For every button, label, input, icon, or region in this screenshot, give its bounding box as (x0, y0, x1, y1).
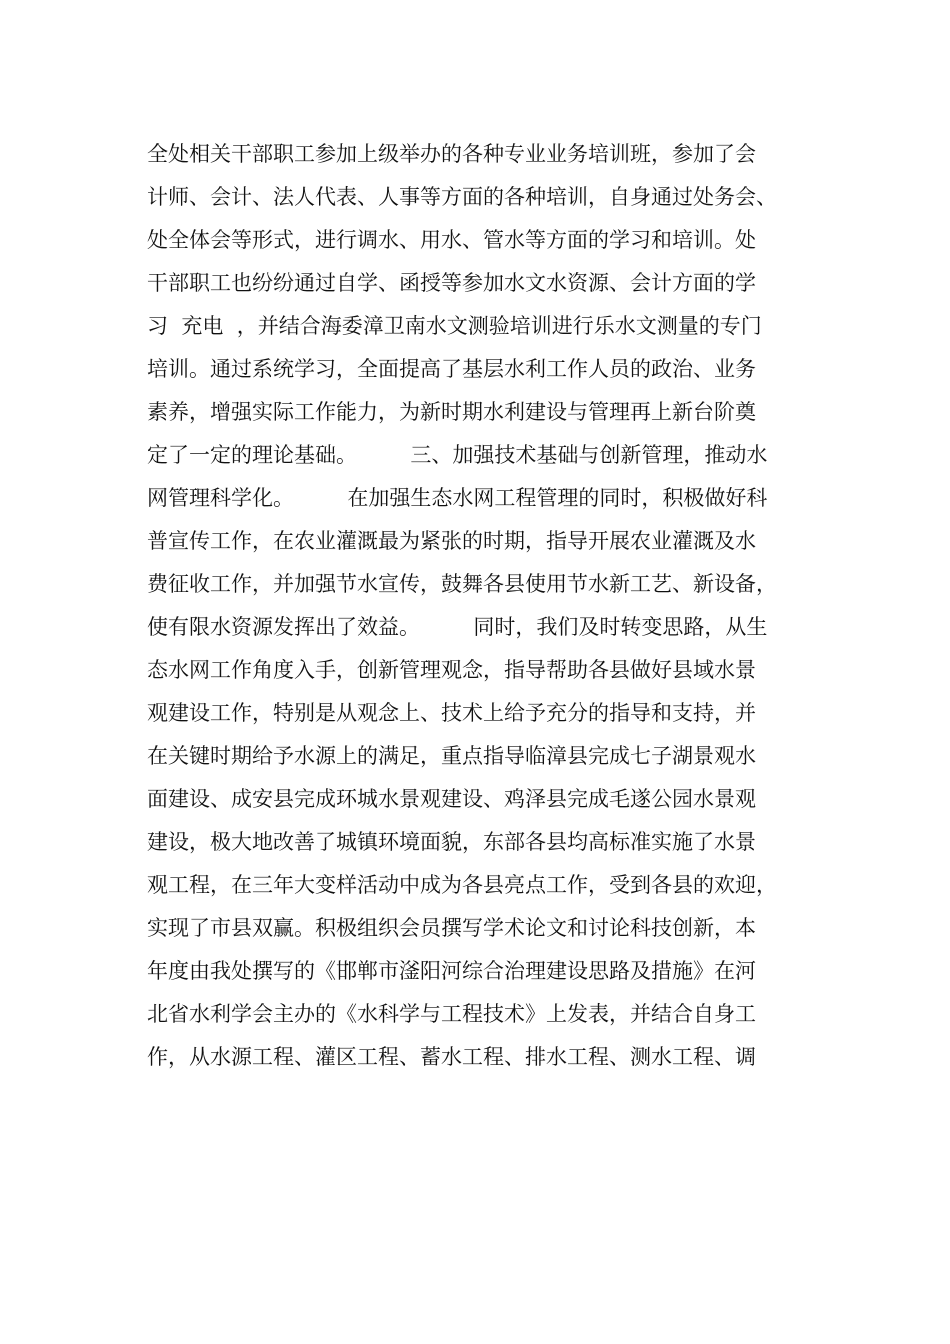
text-line: 干部职工也纷纷通过自学、函授等参加水文水资源、会计方面的学 (147, 271, 756, 295)
text-line: 观工程，在三年大变样活动中成为各县亮点工作，受到各县的欢迎， (147, 873, 777, 897)
text-line: 面建设、成安县完成环城水景观建设、鸡泽县完成毛遂公园水景观 (147, 787, 756, 811)
text-line: 北省水利学会主办的《水科学与工程技术》上发表，并结合自身工 (147, 1002, 756, 1026)
text-line: 在关键时期给予水源上的满足，重点指导临漳县完成七子湖景观水 (147, 744, 756, 768)
text-line: 观建设工作，特别是从观念上、技术上给予充分的指导和支持，并 (147, 701, 756, 725)
text-line: 网管理科学化。 在加强生态水网工程管理的同时，积极做好科 (147, 486, 768, 510)
text-line: 建设，极大地改善了城镇环境面貌，东部各县均高标准实施了水景 (147, 830, 756, 854)
text-line: 素养，增强实际工作能力，为新时期水利建设与管理再上新台阶奠 (147, 400, 756, 424)
text-line: 实现了市县双赢。积极组织会员撰写学术论文和讨论科技创新，本 (147, 916, 756, 940)
text-line: 年度由我处撰写的《邯郸市滏阳河综合治理建设思路及措施》在河 (147, 959, 756, 983)
text-line: 作，从水源工程、灌区工程、蓄水工程、排水工程、测水工程、调 (147, 1045, 756, 1069)
text-line: 全处相关干部职工参加上级举办的各种专业业务培训班，参加了会 (147, 142, 756, 166)
text-line: 培训。通过系统学习，全面提高了基层水利工作人员的政治、业务 (147, 357, 756, 381)
text-line: 普宣传工作，在农业灌溉最为紧张的时期，指导开展农业灌溉及水 (147, 529, 756, 553)
text-line: 费征收工作，并加强节水宣传，鼓舞各县使用节水新工艺、新设备， (147, 572, 777, 596)
text-line: 习 充电 ，并结合海委漳卫南水文测验培训进行乐水文测量的专门 (147, 314, 762, 338)
body-text (147, 133, 827, 1079)
text-line: 计师、会计、法人代表、人事等方面的各种培训，自身通过处务会、 (147, 185, 777, 209)
text-line: 使有限水资源发挥出了效益。 同时，我们及时转变思路，从生 (147, 615, 768, 639)
text-line: 态水网工作角度入手，创新管理观念，指导帮助各县做好县域水景 (147, 658, 756, 682)
text-line: 定了一定的理论基础。 三、加强技术基础与创新管理，推动水 (147, 443, 768, 467)
text-line: 处全体会等形式，进行调水、用水、管水等方面的学习和培训。处 (147, 228, 756, 252)
